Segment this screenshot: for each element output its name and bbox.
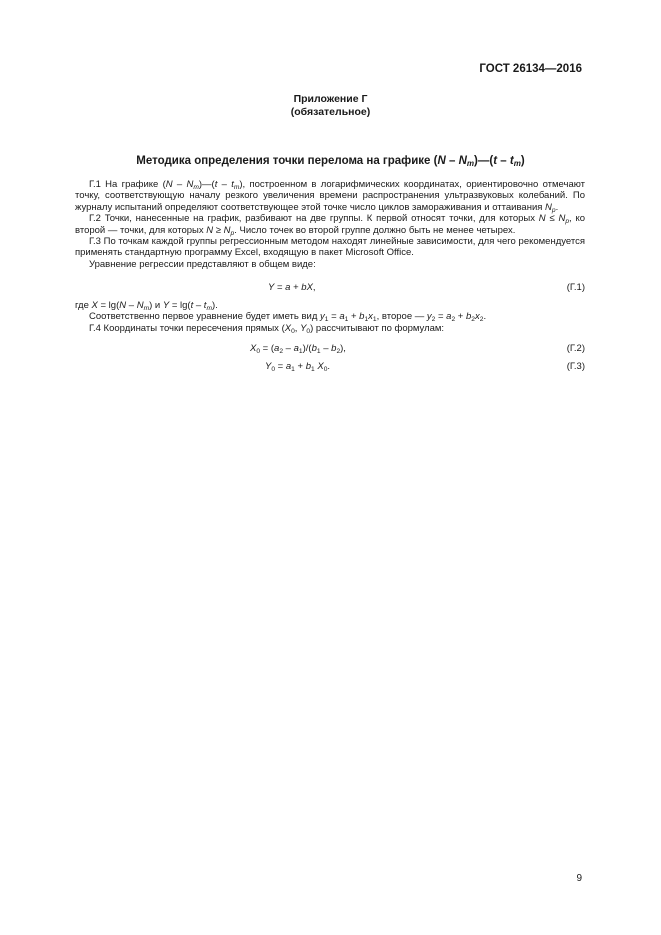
- equation-g1-number: (Г.1): [566, 282, 585, 293]
- equation-g3: [75, 361, 585, 373]
- annex-name: Приложение Г: [293, 93, 368, 105]
- paragraph-g1: Г.1 На графике $(N - N_m)—(t - t_m)$, построенном в логарифмических координатах, ориентировочно отмечают точку, соответствующую началу резкого увеличения времени распространения ультразвуковых колебаний. По журналу испытаний определяют соответствующее этой точке число циклов замораживания и оттаивания $N_p$.: [75, 179, 586, 214]
- equation-g1-formula: Y = a + bX,: [268, 282, 316, 293]
- section-title-text: Методика определения точки перелома на графике: [136, 155, 434, 167]
- equation-g2-formula: $X_0 = (a_2 - a_1)/(b_1 - b_2)$,: [250, 343, 346, 355]
- equation-g3-number: (Г.3): [566, 361, 585, 372]
- paragraph-first-equation: Соответственно первое уравнение будет иметь вид $y_1 = a_1 + b_1x_1$, второе — $y_2 = a_2 + b_2x_2$.: [89, 311, 487, 324]
- section-title: [0, 155, 661, 167]
- annex-status: (обязательное): [290, 106, 371, 118]
- paragraph-regression-intro: Уравнение регрессии представляют в общем виде:: [89, 258, 316, 270]
- annex-heading: [0, 93, 661, 119]
- equation-g3-formula: $Y_0 = a_1 + b_1$ $X_0$.: [265, 361, 331, 373]
- paragraph-where: где $X = \lg(N - N_m)$ и $Y = \lg(t - t_m)$.: [75, 300, 218, 312]
- equation-g1: [75, 282, 585, 294]
- paragraph-g3: Г.3 По точкам каждой группы регрессионным методом находят линейные зависимости, для чего рекомендуется применять стандартную программу Excel, входящую в пакет Microsoft Office.: [75, 236, 585, 259]
- page-number: 9: [576, 873, 582, 884]
- section-title-formula: $(N - N_m)—(t - t_m)$: [433, 155, 525, 168]
- body-text-block-1: [75, 179, 585, 270]
- equation-g2-number: (Г.2): [566, 343, 585, 354]
- body-text-block-2: [75, 300, 585, 334]
- paragraph-g2: Г.2 Точки, нанесенные на график, разбивают на две группы. К первой относят точки, для которых $N \le N_p$, ко второй — точки, для которых $N \ge N_p$. Число точек во второй группе должно быть не менее четырех.: [75, 213, 586, 237]
- equation-g2: [75, 343, 585, 355]
- standard-code: ГОСТ 26134—2016: [479, 63, 582, 75]
- paragraph-g4: Г.4 Координаты точки пересечения прямых ($X_0$, $Y_0$) рассчитывают по формулам:: [89, 322, 445, 335]
